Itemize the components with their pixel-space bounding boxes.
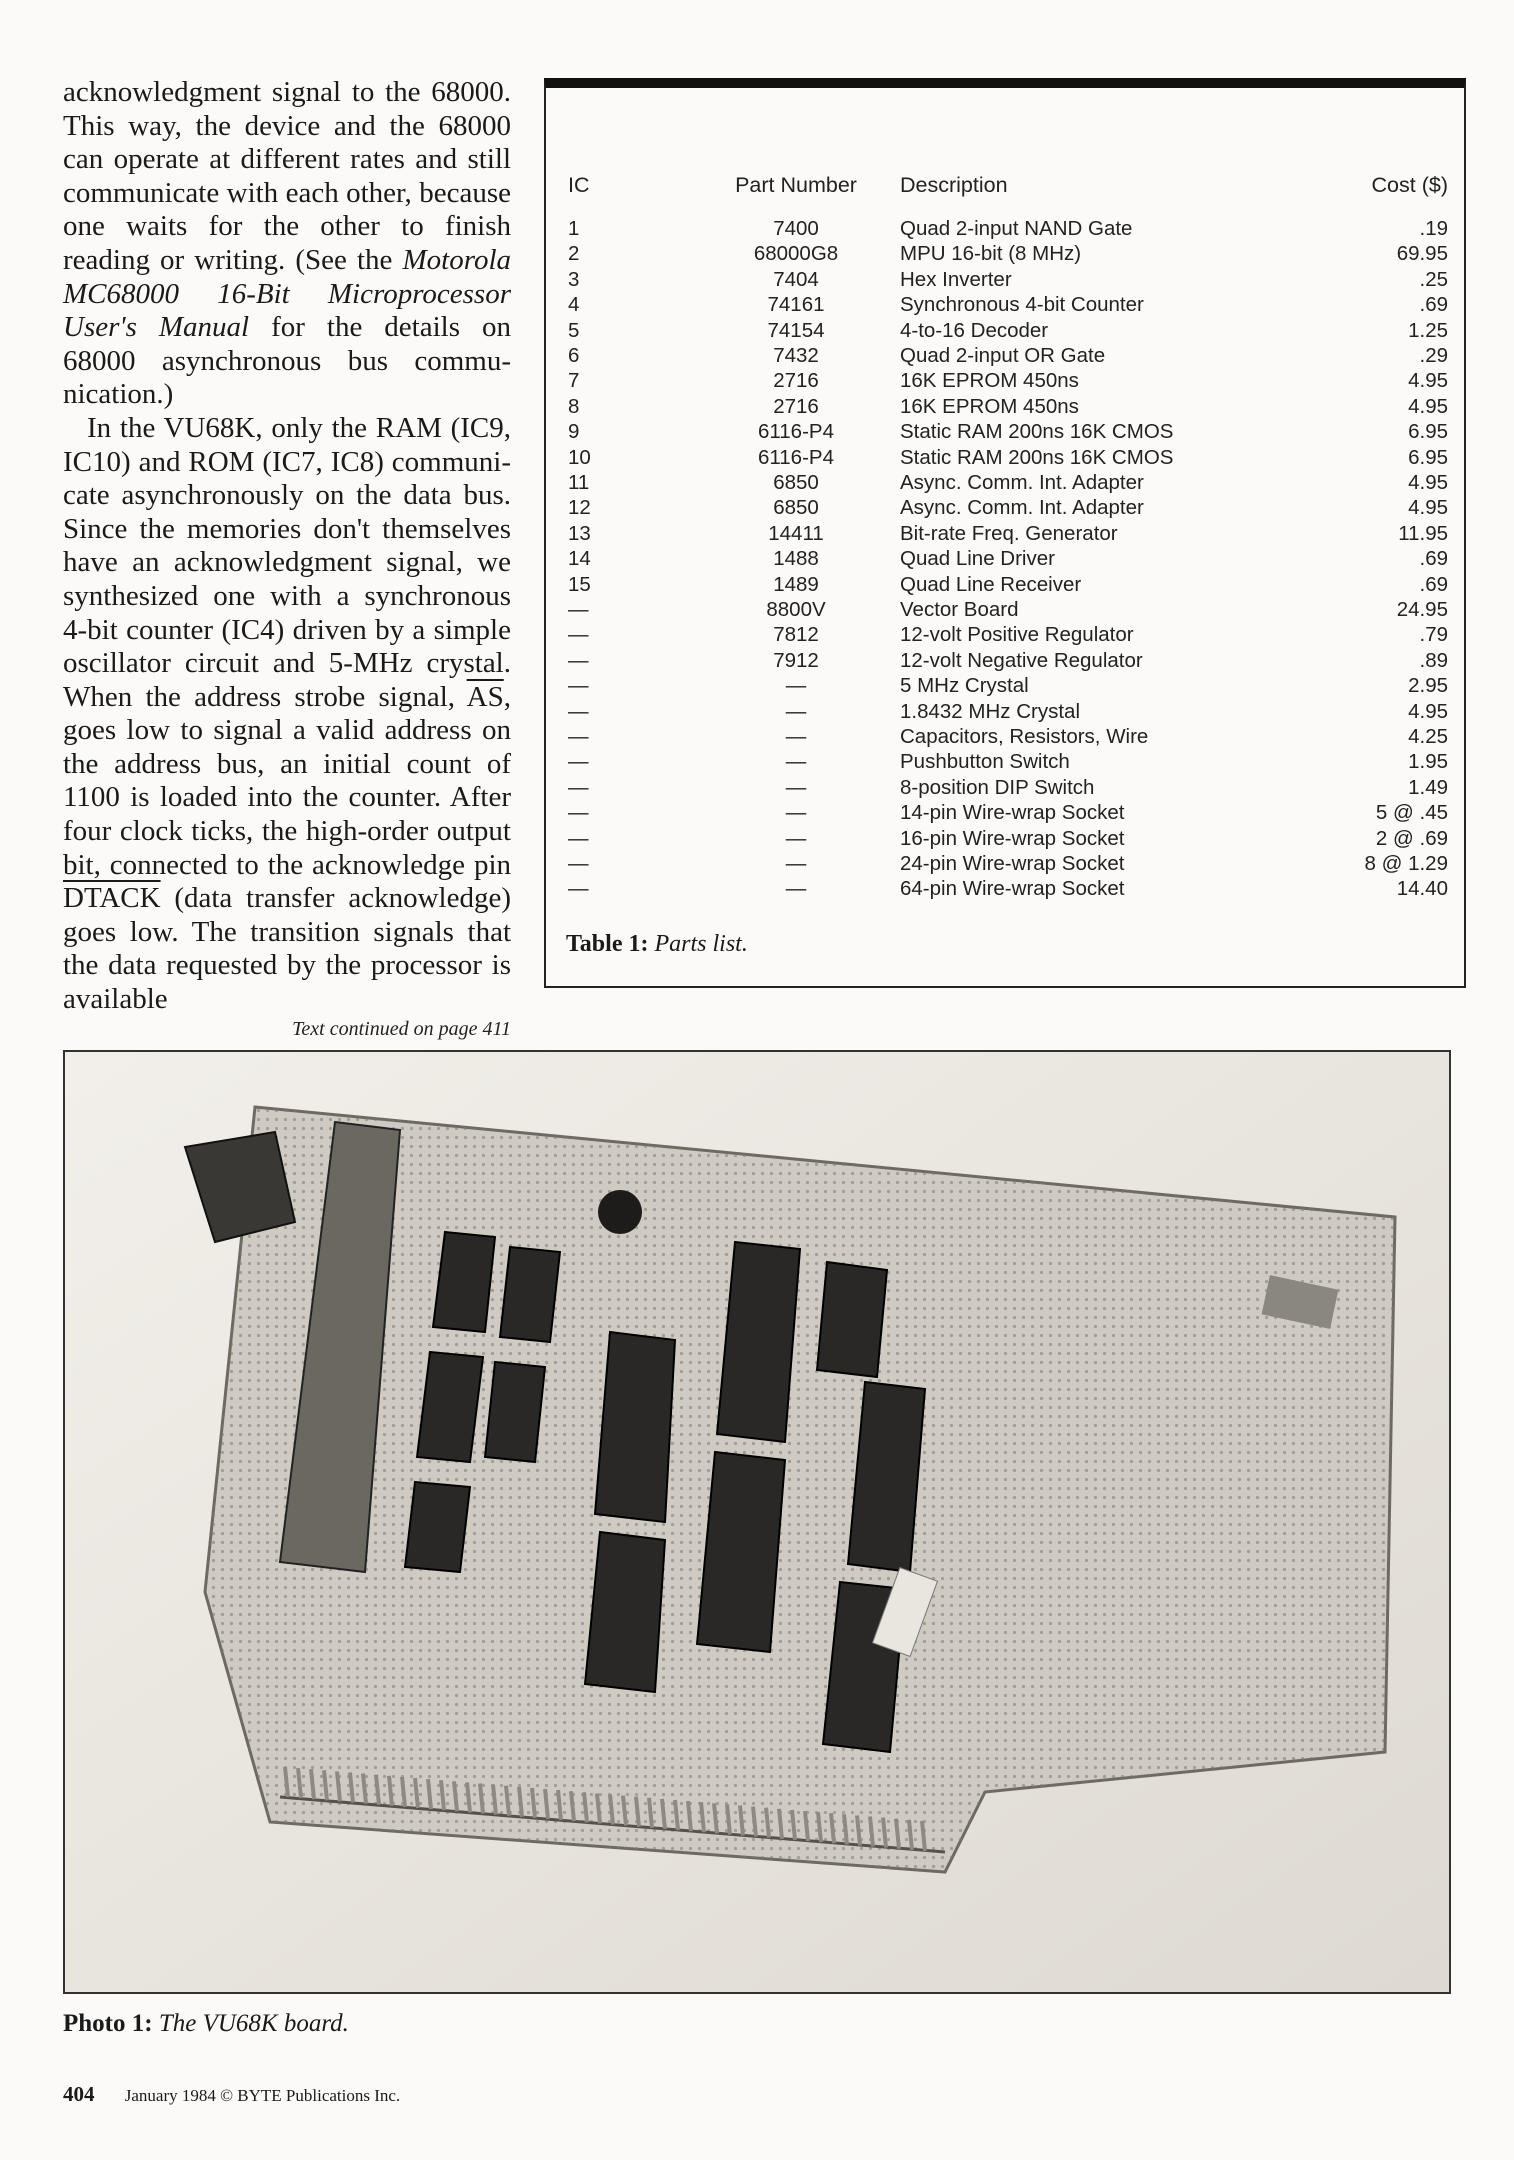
cell-part-number: 1489 [773,572,819,596]
cell-description: 14-pin Wire-wrap Socket [900,801,1125,825]
cell-ic: 7 [568,369,580,393]
table-row [546,572,1464,597]
cell-cost: .69 [1419,572,1448,596]
table-row [546,775,1464,800]
table-row [546,216,1464,241]
cell-cost: 4.95 [1408,699,1448,723]
table-row [546,343,1464,368]
table-row [546,749,1464,774]
cell-description: Quad Line Receiver [900,572,1082,596]
cell-ic: — [568,699,589,723]
cell-ic: 12 [568,496,591,520]
cell-description: Quad Line Driver [900,547,1055,571]
cell-description: 12-volt Negative Regulator [900,648,1143,672]
header-cost: Cost ($) [1371,173,1448,197]
cell-ic: — [568,826,589,850]
cell-ic: — [568,750,589,774]
header-description: Description [900,173,1008,197]
cell-part-number: 68000G8 [753,242,839,266]
cell-cost: .69 [1419,547,1448,571]
cell-description: Pushbutton Switch [900,750,1070,774]
cell-part-number: — [785,852,807,875]
cell-cost: .29 [1419,344,1448,367]
cell-cost: 1.25 [1408,318,1448,342]
table-row [546,724,1464,749]
cell-ic: 5 [568,318,580,342]
table-row [546,699,1464,724]
board-photo [63,1050,1451,1994]
cell-description: Quad 2-input NAND Gate [900,217,1133,240]
cell-cost: 5 @ .45 [1375,801,1448,825]
table-row [546,876,1464,901]
continued-note: Text continued on page 411 [292,1018,511,1040]
cell-description: 24-pin Wire-wrap Socket [900,852,1125,875]
cell-description: Async. Comm. Int. Adapter [900,471,1144,494]
cell-description: 16K EPROM 450ns [900,394,1079,418]
table-row [546,597,1464,622]
table-row [546,241,1464,266]
cell-cost: 69.95 [1396,242,1448,266]
table-row [546,368,1464,393]
cell-ic: — [568,725,589,748]
cell-cost: 6.95 [1408,445,1448,469]
cell-part-number: 7400 [773,217,819,240]
cell-ic: 3 [568,267,580,291]
cell-part-number: 1488 [773,547,819,571]
cell-part-number: 7912 [773,648,819,672]
cell-cost: 24.95 [1396,598,1448,621]
cell-description: Synchronous 4-bit Counter [900,293,1144,317]
dtack-signal: DTACK [63,882,161,915]
table-caption: Table 1: Parts list. [566,931,748,957]
table-row [546,292,1464,317]
footer-line: January 1984 © BYTE Publications Inc. [124,2086,401,2105]
cell-ic: — [568,623,589,647]
cell-description: 64-pin Wire-wrap Socket [900,877,1125,901]
cell-ic: — [568,775,589,799]
cell-cost: 6.95 [1408,420,1448,444]
cell-ic: 13 [568,521,591,545]
crystal-can [598,1190,642,1234]
table-row [546,470,1464,495]
body-text-column [63,76,511,1017]
table-row [546,826,1464,851]
cell-ic: — [568,674,589,698]
cell-part-number: 8800V [766,598,826,621]
cell-ic: 1 [568,217,580,240]
table-row [546,648,1464,673]
table-row [546,851,1464,876]
table-row [546,800,1464,825]
cell-part-number: 7432 [773,344,819,367]
cell-cost: .89 [1419,648,1448,672]
cell-description: 12-volt Positive Regulator [900,623,1134,647]
cell-part-number: — [785,801,807,825]
cell-ic: 15 [568,572,591,596]
cell-ic: 14 [568,547,591,571]
cell-part-number: 74161 [767,293,825,317]
cell-ic: — [568,648,589,672]
cell-description: Quad 2-input OR Gate [900,344,1106,367]
header-part-number: Part Number [735,173,857,197]
cell-part-number: — [785,725,807,748]
cell-cost: 4.95 [1408,471,1448,494]
cell-part-number: 6850 [773,471,819,494]
paragraph-2: In the VU68K, only the RAM (IC9, IC10) and ROM (IC7, IC8) communicate asynchronously on the data bus. Since the memories don't themselves have an acknowledgment signal, we synthesized one with a synchronous 4-bit counter (IC4) driven by a simple oscillator circuit and 5-MHz crystal. When the address strobe signal, $\overline{AS}$, goes low to signal a valid address on the address bus, an initial count of 1100 is loaded into the counter. After four clock ticks, the high-order output bit, connected to the acknowledge pin DTACK (data transfer acknowledge) goes low. The transition signals that the data requested by the processor is available [63,411,511,1016]
cell-part-number: 6850 [773,496,819,520]
cell-description: 16-pin Wire-wrap Socket [900,826,1125,850]
cell-description: MPU 16-bit (8 MHz) [900,242,1082,266]
table-header [546,173,1464,199]
cell-part-number: — [785,699,807,723]
cell-cost: 4.95 [1408,394,1448,418]
paragraph-1: acknowledgment signal to the 68000. This way, the device and the 68000 can operate at different rates and still communicate with each other, because one waits for the other to finish reading or writing. (See the Motorola MC68000 16-Bit Microprocessor User's Manual for the details on 68000 asynchronous bus communication.) [63,76,511,411]
cell-description: Static RAM 200ns 16K CMOS [900,420,1174,444]
table-row [546,267,1464,292]
cell-cost: 14.40 [1396,877,1448,901]
table-row [546,673,1464,698]
cell-description: Async. Comm. Int. Adapter [900,496,1144,520]
cell-ic: 4 [568,293,580,317]
page-footer [63,2082,400,2107]
table-row [546,622,1464,647]
parts-table [544,78,1466,988]
cell-ic: 9 [568,420,580,444]
cell-description: Bit-rate Freq. Generator [900,521,1118,545]
cell-part-number: — [785,877,807,901]
cell-cost: .69 [1419,293,1448,317]
cell-cost: 1.95 [1408,750,1448,774]
cell-part-number: — [785,674,807,698]
cell-cost: 4.95 [1408,496,1448,520]
table-row [546,394,1464,419]
manual-title: Motorola MC68000 16-Bit Microprocessor User's Manual [63,243,511,344]
table-row [546,521,1464,546]
cell-ic: — [568,877,589,901]
cell-description: 5 MHz Crystal [900,674,1029,698]
cell-ic: 10 [568,445,591,469]
cell-part-number: 6116-P4 [758,420,834,444]
cell-ic: 8 [568,394,580,418]
cell-cost: 8 @ 1.29 [1364,852,1448,875]
cell-cost: 4.25 [1408,725,1448,748]
cell-cost: 11.95 [1398,521,1448,545]
cell-part-number: 7404 [773,267,819,291]
cell-part-number: — [785,750,807,774]
cell-part-number: — [785,775,807,799]
table-row [546,495,1464,520]
table-row [546,445,1464,470]
cell-description: Vector Board [900,598,1019,621]
cell-part-number: 74154 [767,318,825,342]
cell-cost: 2.95 [1408,674,1448,698]
cell-ic: 2 [568,242,580,266]
table-row [546,318,1464,343]
cell-description: 4-to-16 Decoder [900,318,1049,342]
cell-part-number: 7812 [773,623,819,647]
circuit-board-image [65,1052,1451,1994]
photo-caption: Photo 1: The VU68K board. [63,2010,349,2037]
cell-part-number: — [785,826,807,850]
cell-ic: 11 [568,471,590,494]
cell-ic: — [568,598,589,621]
cell-description: 16K EPROM 450ns [900,369,1079,393]
cell-cost: .79 [1419,623,1448,647]
cell-cost: .25 [1419,267,1448,291]
as-signal: $\overline{AS}$ [466,680,504,713]
cell-description: 1.8432 MHz Crystal [900,699,1081,723]
cell-part-number: 2716 [773,369,819,393]
cell-cost: 1.49 [1408,775,1448,799]
cell-description: Capacitors, Resistors, Wire [900,725,1149,748]
cell-part-number: 2716 [773,394,819,418]
cell-cost: .19 [1419,217,1448,240]
cell-ic: — [568,801,589,825]
cell-description: 8-position DIP Switch [900,775,1095,799]
cell-part-number: 6116-P4 [758,445,834,469]
cell-ic: — [568,852,589,875]
table-row [546,419,1464,444]
table-row [546,546,1464,571]
header-ic: IC [568,173,590,197]
page-number: 404 [63,2082,95,2106]
cell-cost: 4.95 [1408,369,1448,393]
cell-ic: 6 [568,344,580,367]
cell-cost: 2 @ .69 [1375,826,1448,850]
cell-description: Static RAM 200ns 16K CMOS [900,445,1174,469]
cell-description: Hex Inverter [900,267,1012,291]
cell-part-number: 14411 [768,521,824,545]
